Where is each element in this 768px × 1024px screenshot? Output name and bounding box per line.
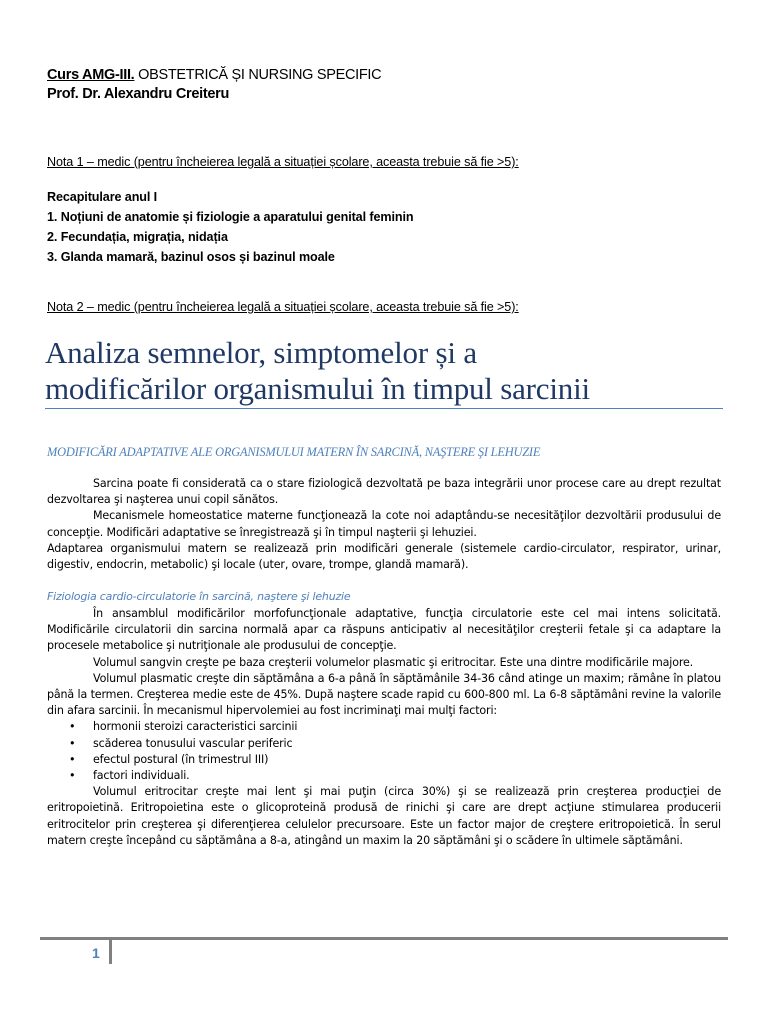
course-code: Curs AMG-III. xyxy=(47,67,135,83)
nota-2: Nota 2 – medic (pentru încheierea legală a situației școlare, aceasta trebuie să fie >5): xyxy=(47,300,519,314)
paragraph: Adaptarea organismului matern se realizează prin modificări generale (sistemele cardio-circulator, respirator, urinar, digestiv, endocrin, metabolic) şi locale (uter, ovare, trompe, glandă mamară). xyxy=(47,541,721,572)
list-item xyxy=(47,768,721,784)
recap-item: 3. Glanda mamară, bazinul osos și bazinul moale xyxy=(47,250,335,264)
list-item-text: scăderea tonusului vascular periferic xyxy=(93,736,293,750)
list-item-text: efectul postural (în trimestrul III) xyxy=(93,752,269,766)
recap-item: 1. Noțiuni de anatomie și fiziologie a aparatului genital feminin xyxy=(47,210,414,224)
course-line xyxy=(47,66,727,85)
nota-1: Nota 1 – medic (pentru încheierea legală a situației școlare, aceasta trebuie să fie >5): xyxy=(47,155,519,169)
list-item-text: factori individuali. xyxy=(93,769,190,783)
page-number: 1 xyxy=(92,945,100,961)
list-item xyxy=(47,752,721,768)
list-item xyxy=(47,736,721,752)
title-underline xyxy=(45,408,723,409)
recap-item: 2. Fecundația, migrația, nidația xyxy=(47,230,228,244)
title-line-2: modificărilor organismului în timpul sarcinii xyxy=(45,371,590,406)
bullet-icon: • xyxy=(69,736,76,750)
footer-rule xyxy=(40,937,728,940)
recap-list xyxy=(47,187,737,267)
section-heading: MODIFICĂRI ADAPTATIVE ALE ORGANISMULUI MATERN ÎN SARCINĂ, NAŞTERE ŞI LEHUZIE xyxy=(47,445,541,459)
bullet-icon: • xyxy=(69,769,76,783)
footer-divider xyxy=(109,940,112,964)
list-item xyxy=(47,719,721,735)
bullet-icon: • xyxy=(69,720,76,734)
cardio-text xyxy=(47,606,721,849)
paragraph: Volumul eritrocitar creşte mai lent şi mai puţin (circa 30%) şi se realizează prin creşterea producţiei de eritropoietină. Eritropoietina este o glicoproteină produsă de rinichi şi care are drept acţiune stimularea producerii eritrocitelor prin creşterea şi diferenţierea celulelor precursoare. Este un factor major de creştere eritropoietică. În serul matern creşte începând cu săptămâna a 8-a, atingând un maxim la 20 săptămâni şi o scădere în ultimele săptămâni. xyxy=(47,785,721,847)
paragraph: Mecanismele homeostatice materne funcţionează la cote noi adaptându-se necesităţilor dezvoltării produsului de concepţie. Modificări adaptative se înregistrează şi în timpul naşterii şi lehuziei. xyxy=(47,509,721,539)
subsection-heading: Fiziologia cardio-circulatorie în sarcină, naştere şi lehuzie xyxy=(47,590,351,603)
paragraph: În ansamblul modificărilor morfofuncţionale adaptative, funcţia circulatorie este cel mai intens solicitată. Modificările circulatorii din sarcina normală apar ca răspuns anticipativ al necesităţilor creşterii fetale şi ca adaptare la procesele metabolice şi nutriţionale ale produsului de concepţie. xyxy=(47,607,721,653)
title-line-1: Analiza semnelor, simptomelor și a xyxy=(45,335,477,370)
course-subject: OBSTETRICĂ ȘI NURSING SPECIFIC xyxy=(134,67,382,83)
intro-text xyxy=(47,476,721,573)
professor-name: Prof. Dr. Alexandru Creiteru xyxy=(47,86,230,102)
document-header xyxy=(47,66,727,104)
bullet-icon: • xyxy=(69,752,76,766)
paragraph: Volumul plasmatic creşte din săptămâna a 6-a până în săptămânile 34-36 când atinge un maxim; rămâne în platou până la termen. Creşterea medie este de 45%. După naştere scade rapid cu 600-800 ml. La 6-8 săptămâni revine la valorile din afara sarcinii. În mecanismul hipervolemiei au fost incriminaţi mai mulţi factori: xyxy=(47,671,721,718)
document-title xyxy=(45,335,735,407)
list-item-text: hormonii steroizi caracteristici sarcinii xyxy=(93,720,298,734)
paragraph: Volumul sangvin creşte pe baza creşterii volumelor plasmatic şi eritrocitar. Este una dintre modificările majore. xyxy=(93,655,694,669)
factors-list xyxy=(47,719,721,784)
recap-title: Recapitulare anul I xyxy=(47,190,158,204)
paragraph: Sarcina poate fi considerată ca o stare fiziologică dezvoltată pe baza integrării unor procese care au drept rezultat dezvoltarea şi naşterea unui copil sănătos. xyxy=(47,477,721,507)
